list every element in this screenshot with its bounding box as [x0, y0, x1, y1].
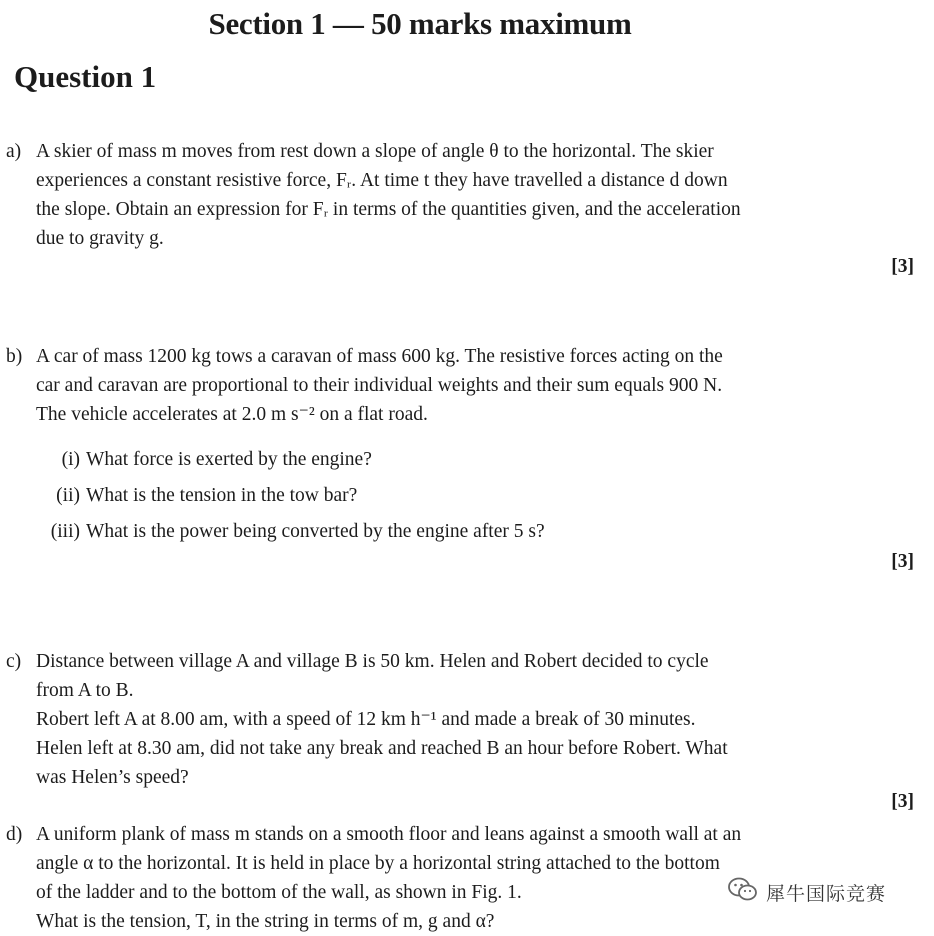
part-b-sub-item	[0, 518, 545, 546]
part-a-line: A skier of mass m moves from rest down a slope of angle θ to the horizontal. The skier	[36, 141, 714, 162]
sub-item-number: (i)	[61, 449, 80, 470]
part-a-line: due to gravity g.	[36, 228, 164, 249]
part-d-line: of the ladder and to the bottom of the wall, as shown in Fig. 1.	[36, 882, 522, 903]
part-b-sub-item	[0, 446, 372, 474]
part-a-line: experiences a constant resistive force, Fᵣ. At time t they have travelled a distance d down	[36, 170, 728, 191]
question-title: Question 1	[14, 59, 157, 94]
part-a-label: a)	[6, 141, 22, 162]
part-c-label: c)	[6, 651, 22, 672]
watermark	[724, 872, 892, 912]
part-a-text	[36, 137, 872, 253]
watermark-text: 犀牛国际竞赛	[766, 882, 887, 905]
section-title: Section 1 — 50 marks maximum	[208, 6, 632, 41]
sub-item-number: (ii)	[56, 485, 80, 506]
sub-item-text: What is the tension in the tow bar?	[86, 485, 358, 506]
part-c-marks: [3]	[891, 791, 914, 812]
sub-item-text: What is the power being converted by the engine after 5 s?	[86, 521, 545, 542]
sub-item-text: What force is exerted by the engine?	[86, 449, 372, 470]
part-a-marks: [3]	[891, 256, 914, 277]
part-c-line: was Helen’s speed?	[36, 767, 189, 788]
part-b-line: car and caravan are proportional to their individual weights and their sum equals 900 N.	[36, 375, 723, 396]
part-c-line: Robert left A at 8.00 am, with a speed of 12 km h⁻¹ and made a break of 30 minutes.	[36, 709, 696, 730]
part-c-line: from A to B.	[36, 680, 134, 701]
sub-item-number: (iii)	[50, 521, 80, 542]
part-a-line: the slope. Obtain an expression for Fᵣ in terms of the quantities given, and the acceleration	[36, 199, 741, 220]
part-b-sub-item	[0, 482, 357, 510]
part-b-label: b)	[6, 346, 23, 367]
part-d-line: A uniform plank of mass m stands on a smooth floor and leans against a smooth wall at an	[36, 824, 742, 845]
part-d-label: d)	[6, 824, 23, 845]
part-b-line: A car of mass 1200 kg tows a caravan of mass 600 kg. The resistive forces acting on the	[36, 346, 723, 367]
part-c-line: Helen left at 8.30 am, did not take any break and reached B an hour before Robert. What	[36, 738, 728, 759]
part-d-line: What is the tension, T, in the string in terms of m, g and α?	[36, 911, 495, 932]
part-c-text	[36, 647, 872, 792]
wechat-icon	[728, 877, 758, 908]
part-d-line: angle α to the horizontal. It is held in place by a horizontal string attached to the bottom	[36, 853, 720, 874]
part-c-line: Distance between village A and village B is 50 km. Helen and Robert decided to cycle	[36, 651, 709, 672]
part-b-marks: [3]	[891, 551, 914, 572]
part-b-line: The vehicle accelerates at 2.0 m s⁻² on a flat road.	[36, 404, 428, 425]
part-b-text	[36, 342, 872, 429]
